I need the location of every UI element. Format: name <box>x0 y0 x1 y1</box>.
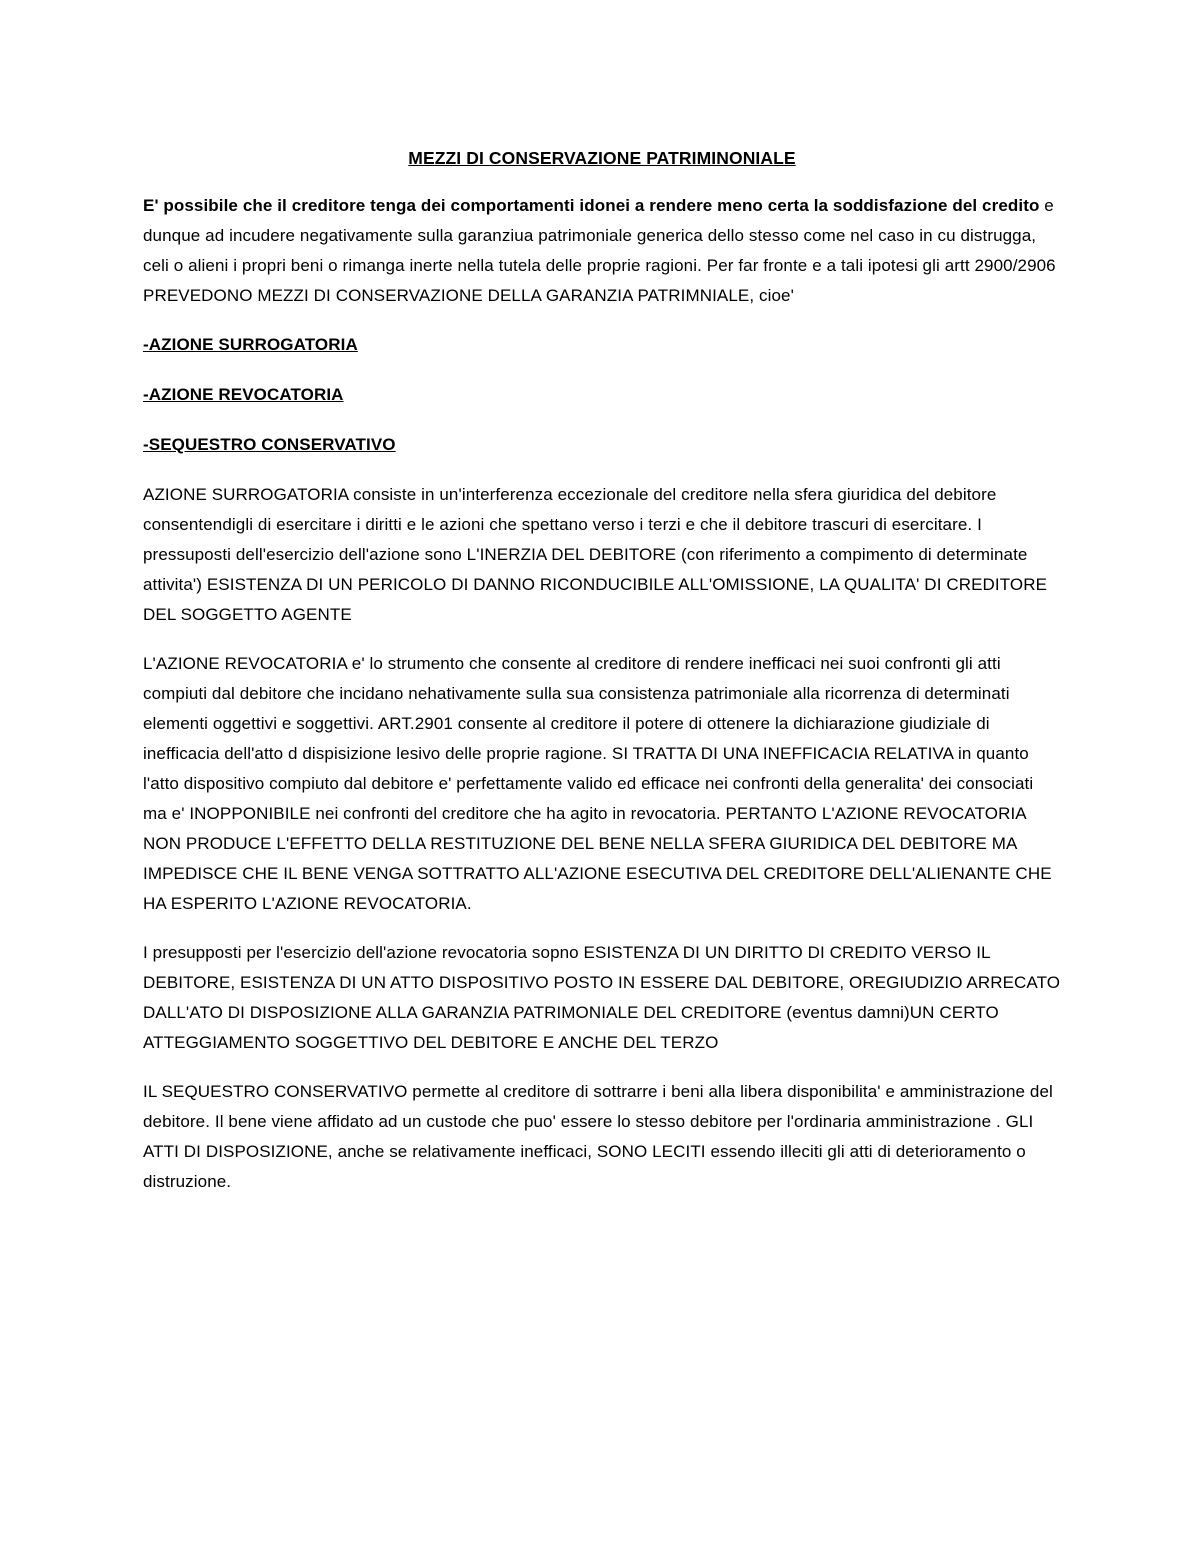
paragraph-presupposti-revocatoria: I presupposti per l'esercizio dell'azione revocatoria sopno ESISTENZA DI UN DIRITTO DI CREDITO VERSO IL DEBITORE, ESISTENZA DI UN ATTO DISPOSITIVO POSTO IN ESSERE DAL DEBITORE, OREGIUDIZIO ARRECATO DALL'ATO DI DISPOSIZIONE ALLA GARANZIA PATRIMONIALE DEL CREDITORE (eventus damni)UN CERTO ATTEGGIAMENTO SOGGETTIVO DEL DEBITORE E ANCHE DEL TERZO <box>143 943 1061 1052</box>
list-item-sequestro-conservativo: -SEQUESTRO CONSERVATIVO <box>143 435 396 454</box>
list-item-azione-surrogatoria: -AZIONE SURROGATORIA <box>143 335 358 354</box>
list-item-azione-revocatoria: -AZIONE REVOCATORIA <box>143 385 344 404</box>
intro-bold-lead: E' possibile che il creditore tenga dei comportamenti idonei a rendere meno certa la soddisfazione del credito <box>143 196 1040 215</box>
document-title: MEZZI DI CONSERVAZIONE PATRIMINONIALE <box>408 148 796 168</box>
paragraph-azione-surrogatoria: AZIONE SURROGATORIA consiste in un'interferenza eccezionale del creditore nella sfera giuridica del debitore consentendigli di esercitare i diritti e le azioni che spettano verso i terzi e che il debitore trascuri di esercitare. I pressuposti dell'esercizio dell'azione sono L'INERZIA DEL DEBITORE (con riferimento a compimento di determinate attivita') ESISTENZA DI UN PERICOLO DI DANNO RICONDUCIBILE ALL'OMISSIONE, LA QUALITA' DI CREDITORE DEL SOGGETTO AGENTE <box>143 485 1048 624</box>
intro-paragraph <box>143 191 1061 311</box>
intro-rest: e dunque ad incudere negativamente sulla garanziua patrimoniale generica dello stesso come nel caso in cu distrugga, celi o alieni i propri beni o rimanga inerte nella tutela delle proprie ragioni. Per far fronte e a tali ipotesi gli artt 2900/2906 PREVEDONO MEZZI DI CONSERVAZIONE DELLA GARANZIA PATRIMNIALE, cioe' <box>143 196 1056 305</box>
paragraph-azione-revocatoria: L'AZIONE REVOCATORIA e' lo strumento che consente al creditore di rendere inefficaci nei suoi confronti gli atti compiuti dal debitore che incidano nehativamente sulla sua consistenza patrimoniale alla ricorrenza di determinati elementi oggettivi e soggettivi. ART.2901 consente al creditore il potere di ottenere la dichiarazione giudiziale di inefficacia dell'atto d dispisizione lesivo delle proprie ragione. SI TRATTA DI UNA INEFFICACIA RELATIVA in quanto l'atto dispositivo compiuto dal debitore e' perfettamente valido ed efficace nei confronti della generalita' dei consociati ma e' INOPPONIBILE nei confronti del creditore che ha agito in revocatoria. PERTANTO L'AZIONE REVOCATORIA NON PRODUCE L'EFFETTO DELLA RESTITUZIONE DEL BENE NELLA SFERA GIURIDICA DEL DEBITORE MA IMPEDISCE CHE IL BENE VENGA SOTTRATTO ALL'AZIONE ESECUTIVA DEL CREDITORE DELL'ALIENANTE CHE HA ESPERITO L'AZIONE REVOCATORIA. <box>143 654 1052 913</box>
paragraph-sequestro-conservativo: IL SEQUESTRO CONSERVATIVO permette al creditore di sottrarre i beni alla libera disponibilita' e amministrazione del debitore. Il bene viene affidato ad un custode che puo' essere lo stesso debitore per l'ordinaria amministrazione . GLI ATTI DI DISPOSIZIONE, anche se relativamente inefficaci, SONO LECITI essendo illeciti gli atti di deterioramento o distruzione. <box>143 1082 1053 1191</box>
document-page <box>143 143 1061 1216</box>
